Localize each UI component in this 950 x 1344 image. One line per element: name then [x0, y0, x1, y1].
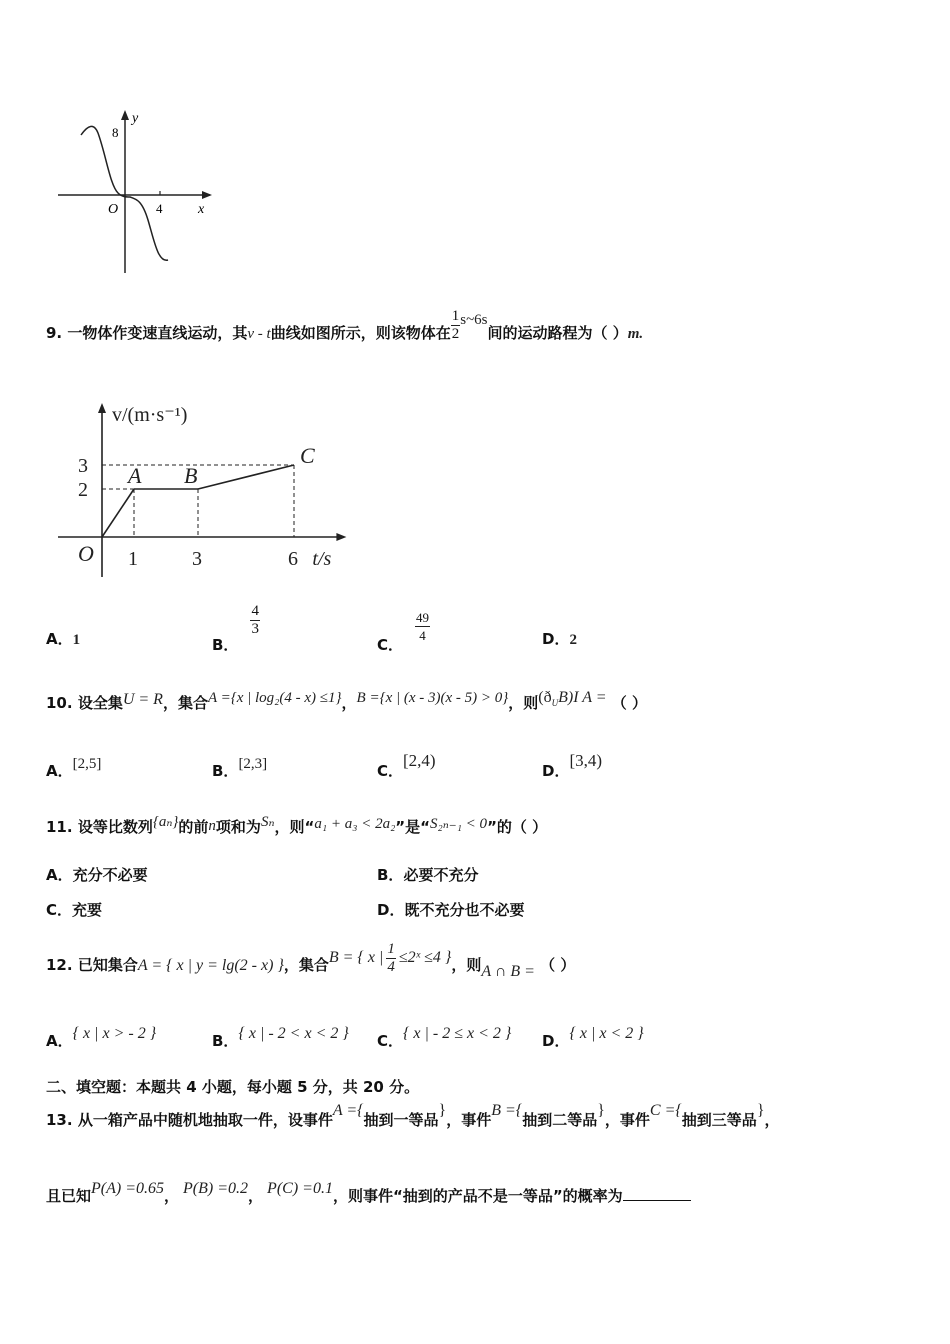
q9-text-b: 曲线如图所示，则该物体在: [270, 324, 451, 342]
q10-number: 10.: [46, 694, 73, 712]
q12-number: 12.: [46, 956, 73, 974]
question-12: [46, 940, 575, 991]
q13-text-b: ，事件: [446, 1111, 492, 1129]
q9-option-b[interactable]: B． $\frac{4}{3}$: [212, 603, 259, 654]
question-13: [46, 1100, 780, 1141]
point-label-C: C: [300, 443, 315, 468]
q12-set-a: A = { x | y = lg(2 - x) }: [137, 957, 284, 974]
q11-s: Sₙ: [260, 814, 275, 830]
q12-option-b[interactable]: B．{ x | - 2 < x < 2 }: [212, 1025, 349, 1050]
q9-option-a[interactable]: A．1: [46, 630, 81, 648]
point-label-A: A: [128, 463, 142, 488]
q9-text-c: 间的运动路程为（ ）: [487, 324, 628, 342]
q12-text-b: ，集合: [283, 956, 329, 974]
q11-text-a: 设等比数列: [77, 818, 153, 836]
question-13-line-2: [46, 1176, 691, 1217]
origin-label: O: [108, 202, 119, 217]
q11-text-f: ”的（ ）: [487, 818, 548, 836]
q12-text-a: 已知集合: [77, 956, 138, 974]
q10-option-c[interactable]: C．[2,4): [377, 751, 436, 780]
q12-paren: （ ）: [540, 956, 576, 974]
q13-a-text: 抽到一等品: [363, 1111, 439, 1129]
q11-cond: a₁ + a₃ < 2a₂: [314, 816, 396, 832]
q9-fraction: $\frac{1}{2}$: [451, 308, 460, 342]
q13-a-eq: A ={: [332, 1102, 364, 1119]
question-10: [46, 688, 647, 724]
q11-text-c: 项和为: [215, 818, 261, 836]
q13-pc: P(C) =0.1: [267, 1180, 333, 1197]
y-axis-label: v/(m·s⁻¹): [112, 404, 188, 426]
point-label-B: B: [184, 463, 198, 488]
q12-option-c[interactable]: C．{ x | - 2 ≤ x < 2 }: [377, 1025, 512, 1050]
q10-option-b[interactable]: B．[2,3]: [212, 756, 268, 780]
q13-pb: P(B) =0.2: [183, 1180, 249, 1197]
point-label-O: O: [78, 541, 94, 566]
q13-b-close: }: [597, 1102, 605, 1119]
question-9: [46, 308, 644, 354]
q13-comma-1: ，: [164, 1187, 180, 1205]
q11-text-d: ，则“: [274, 818, 315, 836]
q9-vt: v - t: [247, 326, 271, 342]
curve-graph: [50, 105, 230, 280]
q11-cond2: S₂ₙ₋₁ < 0: [430, 816, 488, 832]
y-axis-label: y: [132, 111, 139, 126]
q13-text-a: 从一箱产品中随机地抽取一件，设事件: [77, 1111, 333, 1129]
y-tick-3: 3: [78, 455, 88, 477]
y-axis-arrow-icon: [98, 403, 106, 413]
q9-unit: m.: [627, 326, 644, 342]
q13-text-d: ，: [764, 1111, 780, 1129]
q9-option-d[interactable]: D．2: [542, 630, 577, 648]
x-tick-label: 4: [156, 201, 163, 216]
question-11: [46, 812, 547, 843]
y-tick-2: 2: [78, 479, 88, 501]
q12-set-b: B = { x | $\frac{1}{4}$ ≤2ˣ ≤4 }: [328, 940, 452, 975]
q13-line2-b: ，则事件“抽到的产品不是一等品”的概率为: [332, 1187, 623, 1205]
q11-text-e: ”是“: [395, 818, 430, 836]
series-segment-2: [198, 465, 294, 489]
q13-line2-a: 且已知: [46, 1187, 92, 1205]
q13-number: 13.: [46, 1111, 73, 1129]
q9-range: s~6s: [460, 312, 488, 328]
q13-answer-blank[interactable]: [623, 1186, 691, 1201]
q11-seq: {aₙ}: [152, 814, 179, 830]
q13-comma-2: ，: [248, 1187, 264, 1205]
q12-result: A ∩ B =: [481, 963, 535, 980]
q11-option-c[interactable]: C．充要: [46, 901, 103, 919]
q11-n: n: [208, 818, 216, 834]
q11-option-d[interactable]: D．既不充分也不必要: [377, 901, 525, 919]
q10-expr: $(ð_UB)I$ A =: [538, 689, 607, 709]
q10-option-a[interactable]: A．[2,5]: [46, 756, 102, 780]
q12-option-d[interactable]: D．{ x | x < 2 }: [542, 1025, 644, 1050]
q10-option-d[interactable]: D．[3,4): [542, 751, 603, 780]
q9-number: 9.: [46, 324, 63, 342]
q13-c-eq: C ={: [649, 1102, 682, 1119]
x-axis-arrow-icon: [202, 191, 212, 199]
q10-paren: （ ）: [611, 694, 648, 712]
q10-sep: ，: [341, 694, 357, 712]
y-tick-label: 8: [112, 125, 119, 140]
q10-u: U = R: [122, 691, 163, 708]
x-tick-6: 6: [288, 548, 298, 570]
q13-b-text: 抽到二等品: [522, 1111, 598, 1129]
q13-text-c: ，事件: [604, 1111, 650, 1129]
q9-text-a: 一物体作变速直线运动，其: [67, 324, 248, 342]
q11-number: 11.: [46, 818, 73, 836]
q9-option-c[interactable]: C． $\frac{49}{4}$: [377, 610, 430, 654]
q13-c-close: }: [756, 1102, 765, 1119]
q11-text-b: 的前: [178, 818, 209, 836]
x-tick-1: 1: [128, 548, 138, 570]
q11-option-b[interactable]: B．必要不充分: [377, 866, 479, 884]
q12-option-a[interactable]: A．{ x | x > - 2 }: [46, 1025, 157, 1050]
q10-text-c: ，则: [508, 694, 539, 712]
q11-option-a[interactable]: A．充分不必要: [46, 866, 148, 884]
x-axis-label: x: [198, 202, 205, 217]
x-axis-arrow-icon: [336, 533, 346, 541]
q10-set-a: A ={x | log₂(4 - x) ≤1}: [207, 690, 342, 706]
x-axis-label: t/s: [312, 548, 332, 570]
q13-pa: P(A) =0.65: [91, 1180, 165, 1197]
q13-c-text: 抽到三等品: [681, 1111, 757, 1129]
q10-set-b: B ={x | (x - 3)(x - 5) > 0}: [356, 690, 509, 706]
q13-a-close: }: [438, 1102, 447, 1119]
y-axis-arrow-icon: [121, 110, 129, 120]
q13-b-eq: B ={: [491, 1102, 523, 1119]
q10-text-b: ，集合: [162, 694, 208, 712]
vt-chart: [50, 395, 350, 585]
q10-text-a: 设全集: [77, 694, 123, 712]
section-2-title: 二、填空题：本题共 4 小题，每小题 5 分，共 20 分。: [46, 1078, 420, 1096]
q12-text-c: ，则: [451, 956, 482, 974]
series-segment-0: [102, 489, 134, 537]
x-tick-3: 3: [192, 548, 202, 570]
